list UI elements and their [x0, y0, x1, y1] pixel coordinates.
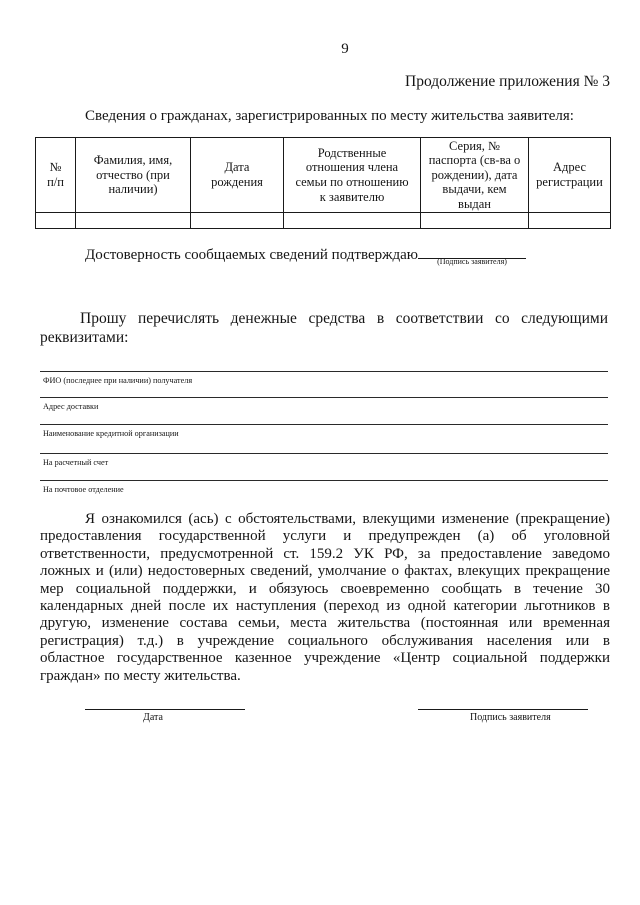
recipient-name-field — [40, 371, 608, 386]
settlement-account-field — [40, 453, 608, 468]
col-header-birth-date: Дата рождения — [191, 138, 284, 213]
notice-line: Я ознакомился (ась) с обстоятельствами, влекущими изменение (прекращение) — [85, 511, 610, 527]
credit-organization-field — [40, 424, 608, 439]
recipient-name-label: ФИО (последнее при наличии) получателя — [43, 376, 193, 385]
notice-line: другую, изменение состава семьи, места жительства (постоянная или временная — [40, 615, 610, 632]
col-header-relationship: Родственные отношения члена семьи по отношению к заявителю — [284, 138, 421, 213]
settlement-account-label: На расчетный счет — [43, 458, 109, 467]
residents-table — [35, 137, 611, 229]
notice-line: календарных дней после их наступления (переход из одной категории льготников в — [40, 598, 610, 615]
confirmation-signature-label: (Подпись заявителя) — [437, 257, 507, 266]
applicant-signature-line — [418, 709, 588, 710]
appendix-note: Продолжение приложения № 3 — [405, 73, 610, 90]
col-header-full-name: Фамилия, имя, отчество (при наличии) — [76, 138, 191, 213]
notice-line: областное государственное казенное учреждение «Центр социальной поддержки — [40, 650, 610, 667]
notice-line: граждан» по месту жительства. — [40, 667, 241, 684]
payment-request-line: реквизитами: — [40, 329, 129, 346]
notice-line: предоставления государственной услуги и предупрежден (а) об уголовной — [40, 528, 610, 545]
residents-section-title: Сведения о гражданах, зарегистрированных по месту жительства заявителя: — [85, 108, 574, 124]
table-cell — [36, 213, 76, 229]
notice-line: ложных и (или) недостоверных сведений, умолчание о фактах, влекущих прекращение — [40, 563, 610, 580]
table-cell — [529, 213, 611, 229]
liability-notice-paragraph — [40, 511, 610, 685]
page-number: 9 — [341, 41, 349, 57]
date-line — [85, 709, 245, 710]
post-office-label: На почтовое отделение — [43, 485, 124, 494]
table-cell — [284, 213, 421, 229]
table-header-row — [36, 138, 611, 213]
post-office-field — [40, 480, 608, 495]
table-cell — [191, 213, 284, 229]
credit-organization-label: Наименование кредитной организации — [43, 429, 179, 438]
col-header-passport: Серия, № паспорта (св-ва о рождении), дата выдачи, кем выдан — [421, 138, 529, 213]
notice-line: мер социальной поддержки, и обязуюсь своевременно сообщать в течение 30 — [40, 580, 610, 597]
table-cell — [76, 213, 191, 229]
delivery-address-label: Адрес доставки — [43, 402, 99, 411]
applicant-signature-label: Подпись заявителя — [470, 712, 551, 723]
table-row — [36, 213, 611, 229]
notice-line: регистрация) т.д.) в учреждение социального обслуживания населения или в — [40, 632, 610, 649]
payment-request-paragraph — [40, 309, 608, 347]
col-header-number: № п/п — [36, 138, 76, 213]
delivery-address-field — [40, 397, 608, 412]
payment-request-line: Прошу перечислять денежные средства в соответствии со следующими — [80, 310, 608, 327]
notice-line: ответственности, предусмотренной ст. 159.2 УК РФ, за предоставление заведомо — [40, 545, 610, 562]
col-header-registration-address: Адрес регистрации — [529, 138, 611, 213]
table-cell — [421, 213, 529, 229]
date-label: Дата — [143, 712, 163, 723]
confirmation-statement: Достоверность сообщаемых сведений подтверждаю — [85, 247, 418, 263]
